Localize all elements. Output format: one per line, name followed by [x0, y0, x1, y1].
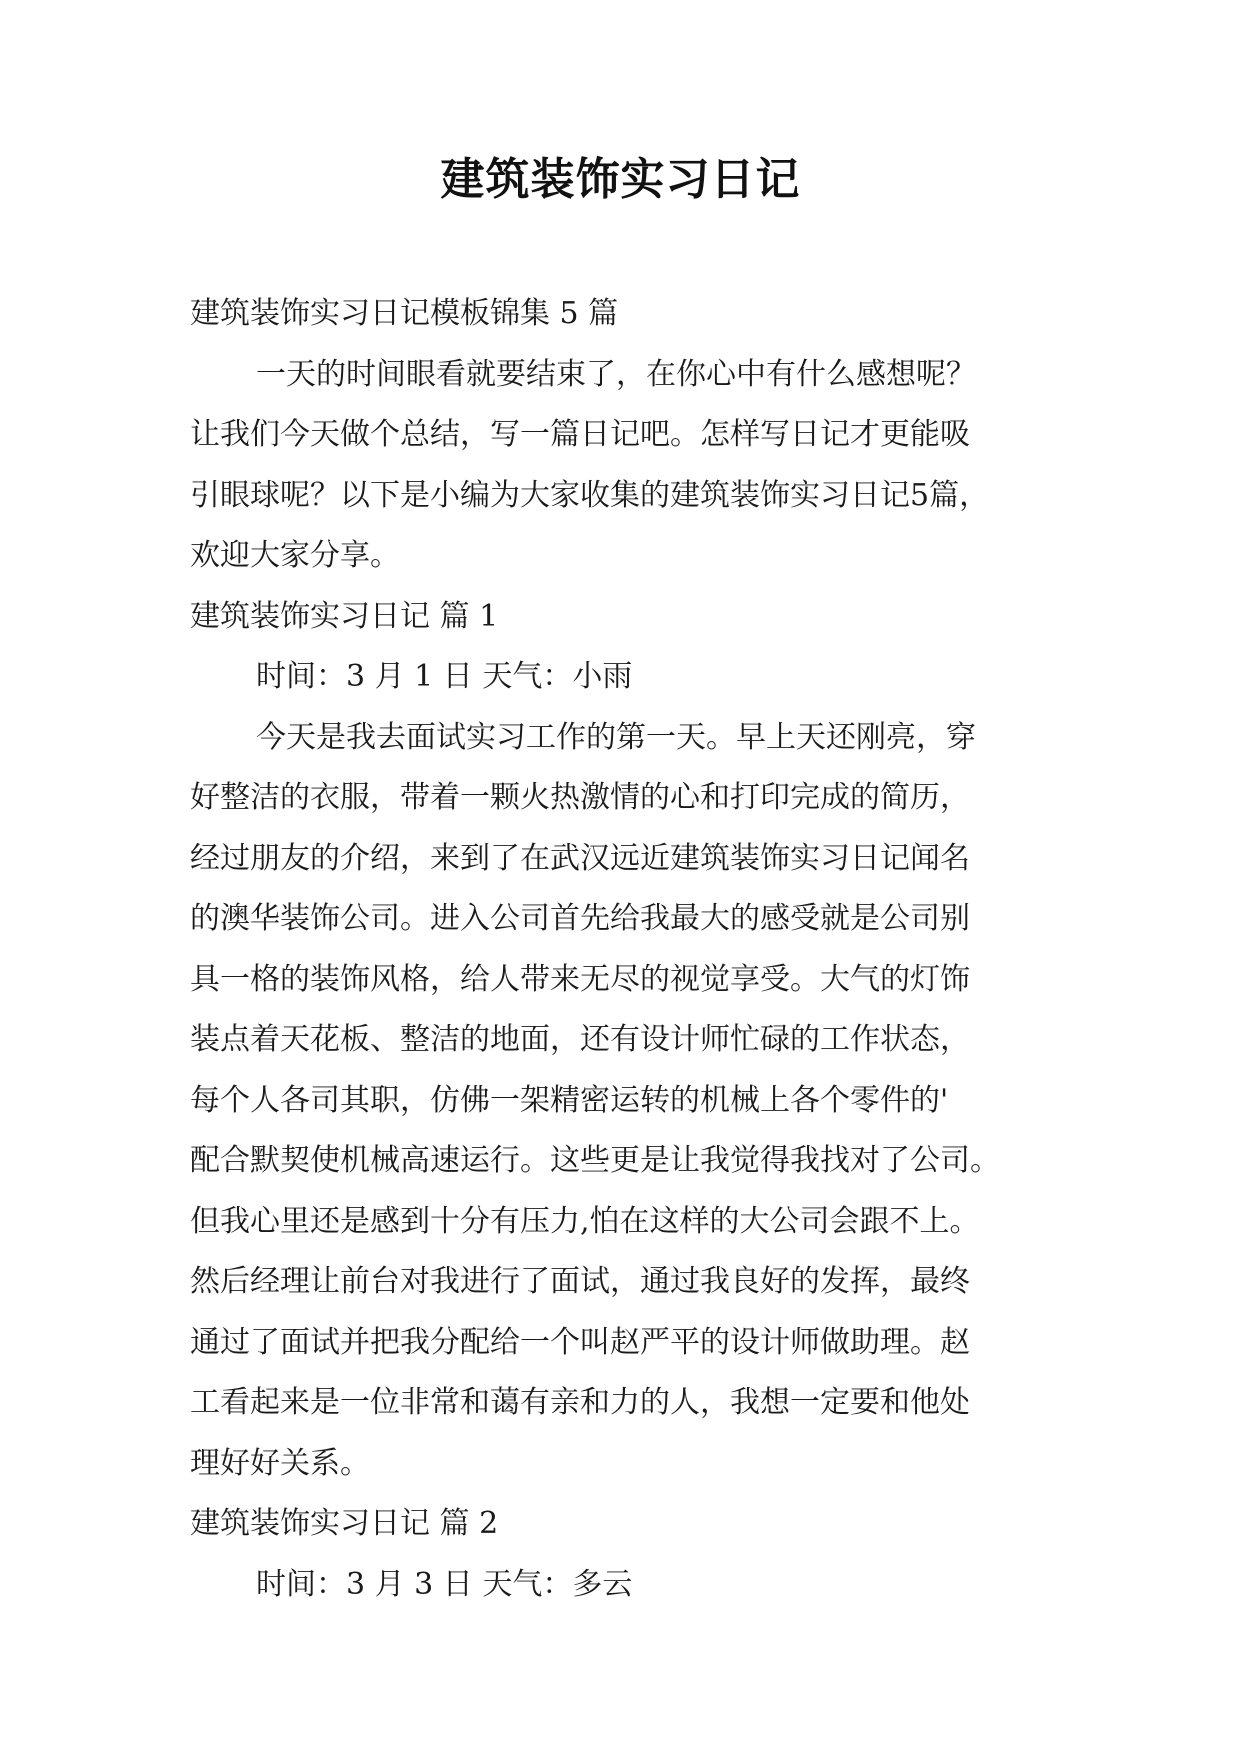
text-line: 好整洁的衣服，带着一颗火热激情的心和打印完成的简历， [190, 780, 970, 815]
text-line: 装点着天花板、整洁的地面，还有设计师忙碌的工作状态， [190, 1022, 970, 1057]
text-line: 经过朋友的介绍，来到了在武汉远近建筑装饰实习日记闻名 [190, 840, 970, 876]
text-line: 时间：3 月 1 日 天气：小雨 [256, 659, 633, 694]
text-line: 建筑装饰实习日记 篇 2 [190, 1506, 499, 1541]
document-title: 建筑装饰实习日记 [440, 154, 801, 205]
text-line: 具一格的装饰风格，给人带来无尽的视觉享受。大气的灯饰 [190, 961, 970, 997]
text-line: 每个人各司其职，仿佛一架精密运转的机械上各个零件的' [190, 1082, 949, 1118]
text-line: 的澳华装饰公司。进入公司首先给我最大的感受就是公司别 [190, 901, 970, 936]
text-line: 理好好关系。 [190, 1445, 370, 1481]
text-line: 通过了面试并把我分配给一个叫赵严平的设计师做助理。赵 [190, 1324, 970, 1360]
text-line: 建筑装饰实习日记模板锦集 5 篇 [190, 296, 619, 331]
text-line: 但我心里还是感到十分有压力,怕在这样的大公司会跟不上。 [190, 1203, 980, 1239]
text-line: 工看起来是一位非常和蔼有亲和力的人，我想一定要和他处 [190, 1385, 970, 1420]
text-line: 配合默契使机械高速运行。这些更是让我觉得我找对了公司。 [190, 1143, 1000, 1178]
text-line: 时间：3 月 3 日 天气：多云 [256, 1566, 633, 1602]
text-line: 欢迎大家分享。 [190, 538, 400, 573]
text-line: 让我们今天做个总结，写一篇日记吧。怎样写日记才更能吸 [190, 417, 970, 452]
text-line: 引眼球呢？以下是小编为大家收集的建筑装饰实习日记5篇， [190, 477, 990, 513]
text-line: 一天的时间眼看就要结束了，在你心中有什么感想呢？ [256, 356, 976, 392]
document-body [190, 284, 1056, 1615]
text-line: 然后经理让前台对我进行了面试，通过我良好的发挥，最终 [190, 1264, 970, 1299]
text-line: 建筑装饰实习日记 篇 1 [190, 598, 499, 634]
text-line: 今天是我去面试实习工作的第一天。早上天还刚亮，穿 [256, 719, 976, 755]
